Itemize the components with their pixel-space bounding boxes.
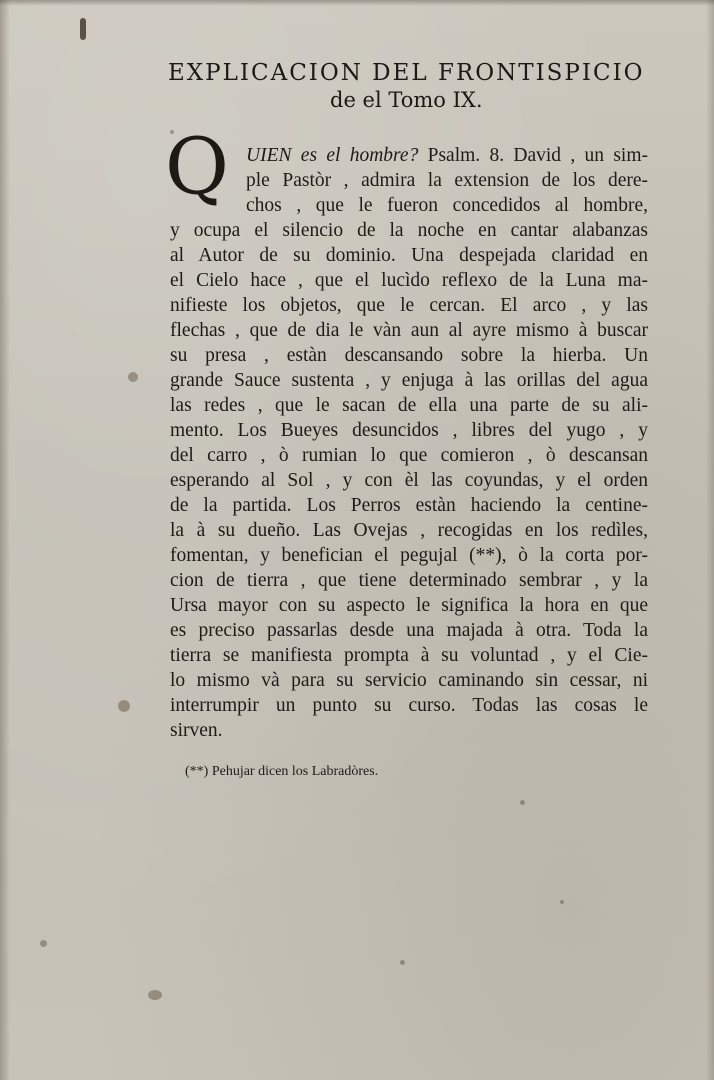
foxing-spot [560, 900, 564, 904]
foxing-spot [128, 372, 138, 382]
footnote: (**) Pehujar dicen los Labradòres. [185, 764, 379, 779]
page-right-edge-shadow [706, 0, 714, 1080]
body-line: es preciso passarlas desde una majada à otra. Toda la [170, 620, 648, 641]
body-line: el Cielo hace , que el lucìdo reflexo de la Luna ma- [170, 270, 648, 291]
page-subtitle: de el Tomo IX. [330, 88, 483, 112]
body-line: tierra se manifiesta prompta à su voluntad , y el Cie- [170, 645, 648, 666]
body-line: al Autor de su dominio. Una despejada claridad en [170, 245, 648, 266]
body-line: Ursa mayor con su aspecto le significa la hora en que [170, 595, 648, 616]
body-line: lo mismo và para su servicio caminando sin cessar, ni [170, 670, 648, 691]
foxing-spot [40, 940, 47, 947]
foxing-spot [148, 990, 162, 1000]
body-line: cion de tierra , que tiene determinado sembrar , y la [170, 570, 648, 591]
body-line: la à su dueño. Las Ovejas , recogidas en los redìles, [170, 520, 648, 541]
body-line: del carro , ò rumian lo que comieron , ò descansan [170, 445, 648, 466]
body-line: chos , que le fueron concedidos al hombre, [246, 195, 648, 216]
body-line-final: sirven. [170, 720, 223, 741]
body-line: de la partida. Los Perros estàn haciendo la centine- [170, 495, 648, 516]
body-line: fomentan, y benefician el pegujal (**), ò la corta por- [170, 545, 648, 566]
dropcap-letter: Q [165, 122, 229, 212]
foxing-spot [520, 800, 525, 805]
body-line: nifieste los objetos, que le cercan. El arco , y las [170, 295, 648, 316]
page-left-edge-shadow [0, 0, 10, 1080]
body-line: mento. Los Bueyes desuncidos , libres del yugo , y [170, 420, 648, 441]
body-line: interrumpir un punto su curso. Todas las cosas le [170, 695, 648, 716]
body-line-1 [246, 143, 648, 168]
body-line: esperando al Sol , y con èl las coyundas, y el orden [170, 470, 648, 491]
foxing-spot [80, 18, 86, 40]
body-line: grande Sauce sustenta , y enjuga à las orillas del agua [170, 370, 648, 391]
page-top-edge-shadow [0, 0, 714, 6]
body-line: ple Pastòr , admira la extension de los dere- [246, 170, 648, 191]
foxing-spot [118, 700, 130, 712]
body-line-1-rest: Psalm. 8. David , un sim- [418, 145, 649, 166]
body-line: las redes , que le sacan de ella una parte de su ali- [170, 395, 648, 416]
body-line: su presa , estàn descansando sobre la hierba. Un [170, 345, 648, 366]
body-line: y ocupa el silencio de la noche en cantar alabanzas [170, 220, 648, 241]
page-title: EXPLICACION DEL FRONTISPICIO [168, 60, 645, 86]
body-line-1-italic: UIEN es el hombre? [246, 145, 419, 166]
body-line: flechas , que de dia le vàn aun al ayre mismo à buscar [170, 320, 648, 341]
foxing-spot [400, 960, 405, 965]
